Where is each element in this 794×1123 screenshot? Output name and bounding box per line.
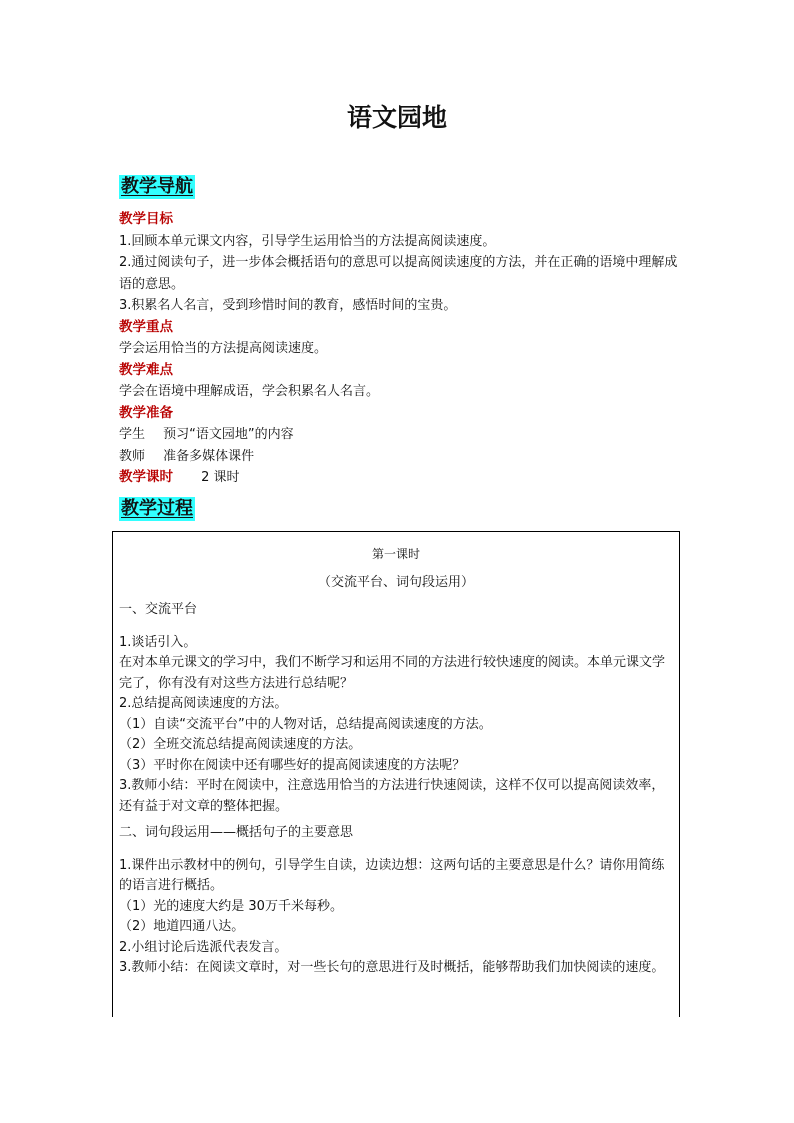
preparation-task: 预习“语文园地”的内容 bbox=[163, 427, 294, 442]
process-line: 3.教师小结：在阅读文章时，对一些长句的意思进行及时概括，能够帮助我们加快阅读的速度。 bbox=[119, 960, 665, 975]
page-title: 语文园地 bbox=[346, 103, 447, 132]
section-heading-process: 教学过程 bbox=[121, 498, 193, 519]
hours-value: 2 课时 bbox=[201, 470, 240, 485]
key-points-text: 学会运用恰当的方法提高阅读速度。 bbox=[119, 341, 328, 356]
objective-item: 1.回顾本单元课文内容，引导学生运用恰当的方法提高阅读速度。 bbox=[119, 233, 496, 249]
process-line: 3.教师小结：平时在阅读中，注意选用恰当的方法进行快速阅读，这样不仅可以提高阅读效率，还有益于对文章的整体把握。 bbox=[119, 778, 665, 814]
hours-row bbox=[119, 467, 684, 489]
process-line: （2）地道四通八达。 bbox=[119, 919, 245, 934]
objective-item: 2.通过阅读句子，进一步体会概括语句的意思可以提高阅读速度的方法，并在正确的语境中理解成语的意思。 bbox=[119, 255, 678, 292]
process-line: 在对本单元课文的学习中，我们不断学习和运用不同的方法进行较快速度的阅读。本单元课文学完了，你有没有对这些方法进行总结呢？ bbox=[119, 655, 666, 691]
difficulties-label: 教学难点 bbox=[119, 361, 173, 378]
process-line: （3）平时你在阅读中还有哪些好的提高阅读速度的方法呢？ bbox=[119, 757, 466, 773]
process-line: 1.谈话引入。 bbox=[119, 634, 197, 650]
preparation-role: 教师 bbox=[119, 448, 146, 464]
objectives-label: 教学目标 bbox=[119, 211, 173, 227]
key-points-label: 教学重点 bbox=[119, 318, 173, 335]
part-heading: 一、交流平台 bbox=[119, 602, 198, 617]
hours-label: 教学课时 bbox=[119, 469, 173, 485]
lesson-subtitle: （交流平台、词句段运用） bbox=[317, 574, 474, 590]
process-line: （1）光的速度大约是 30万千米每秒。 bbox=[119, 898, 343, 914]
difficulties-text: 学会在语境中理解成语，学会积累名人名言。 bbox=[119, 384, 380, 399]
preparation-label: 教学准备 bbox=[119, 404, 173, 421]
process-line: 2.小组讨论后选派代表发言。 bbox=[119, 939, 288, 955]
preparation-row bbox=[119, 446, 684, 468]
teaching-navigation bbox=[119, 209, 684, 489]
preparation-role: 学生 bbox=[119, 427, 146, 442]
preparation-task: 准备多媒体课件 bbox=[163, 448, 255, 464]
process-line: 2.总结提高阅读速度的方法。 bbox=[119, 696, 288, 711]
section-heading-navigation: 教学导航 bbox=[121, 176, 193, 197]
preparation-row bbox=[119, 424, 684, 446]
process-line: 1.课件出示教材中的例句，引导学生自读，边读边想：这两句话的主要意思是什么？请你用简练的语言进行概括。 bbox=[119, 857, 665, 893]
objective-item: 3.积累名人名言，受到珍惜时间的教育，感悟时间的宝贵。 bbox=[119, 298, 457, 313]
process-line: （1）自读“交流平台”中的人物对话，总结提高阅读速度的方法。 bbox=[119, 716, 492, 732]
lesson-title: 第一课时 bbox=[371, 547, 420, 561]
process-table bbox=[112, 531, 680, 1017]
part-heading: 二、词句段运用——概括句子的主要意思 bbox=[119, 825, 354, 840]
process-line: （2）全班交流总结提高阅读速度的方法。 bbox=[119, 737, 362, 752]
